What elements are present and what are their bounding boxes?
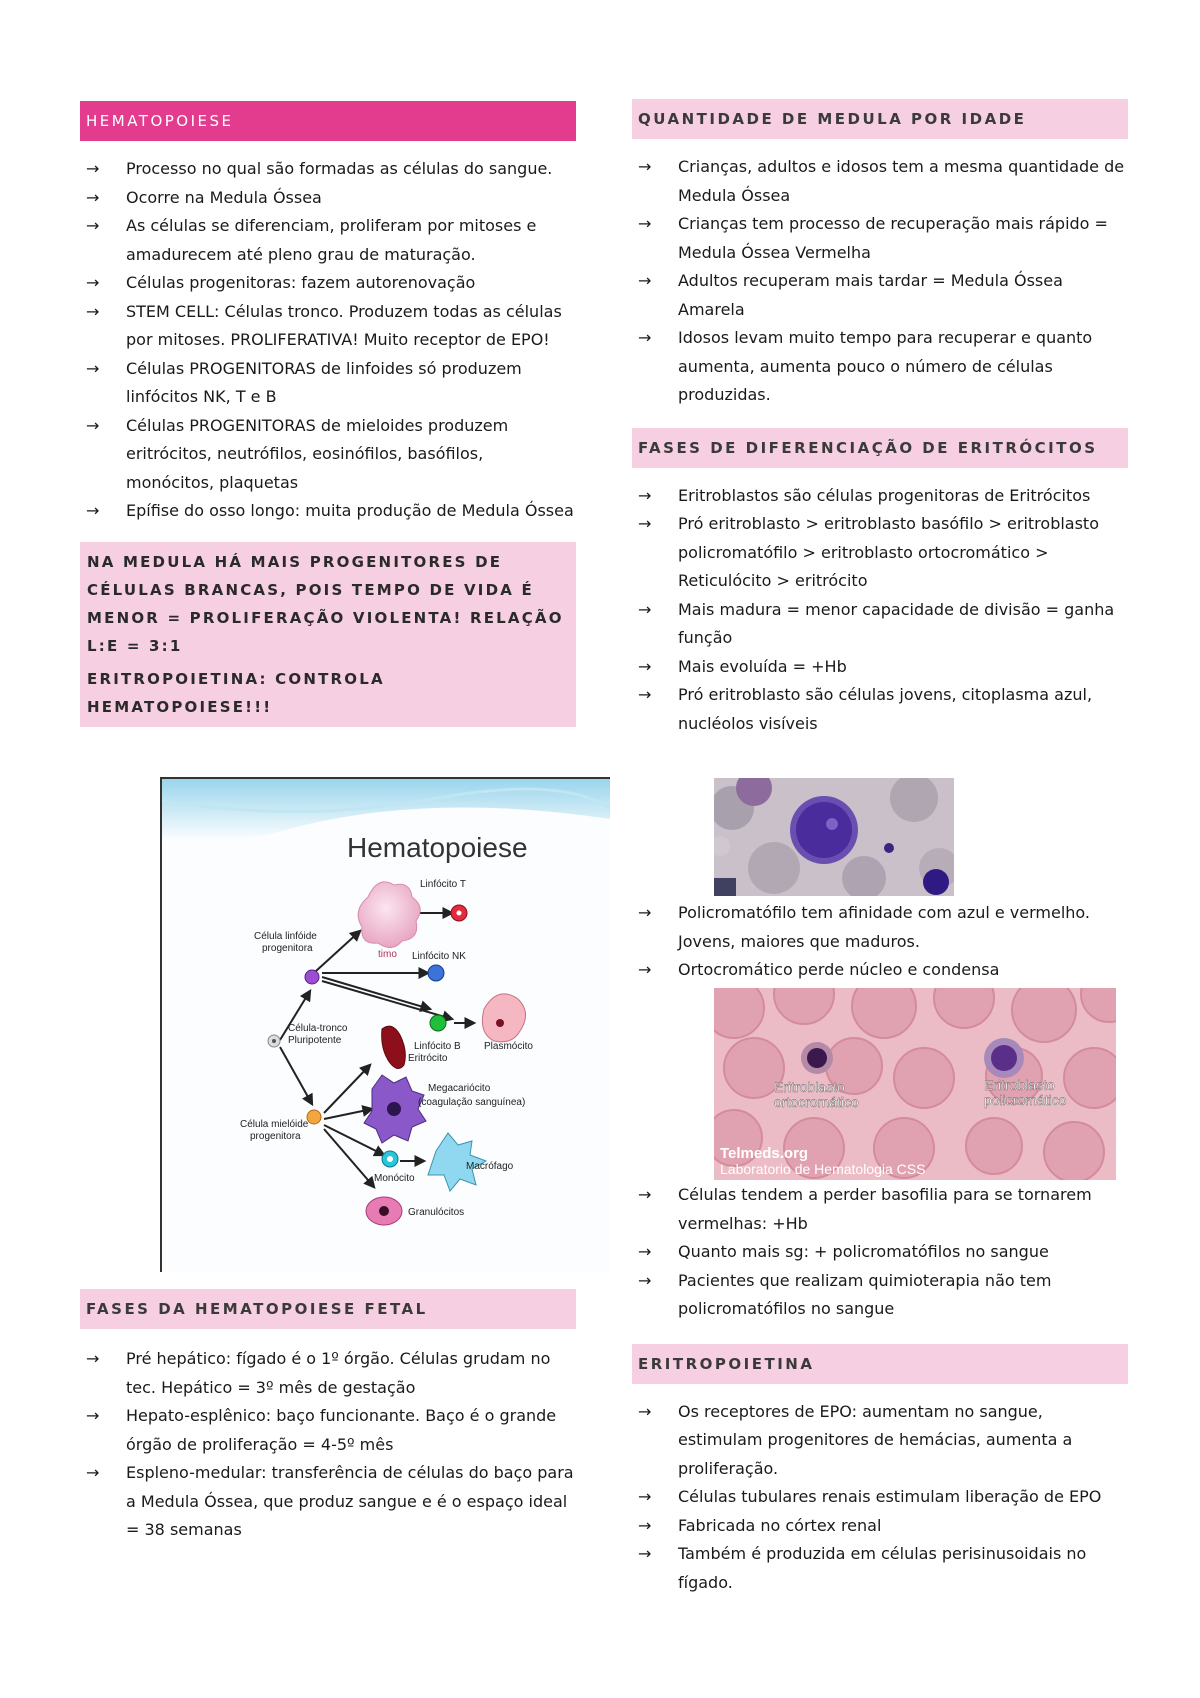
proerythroblast-photo [714,778,954,896]
label-timo: timo [378,949,397,960]
callout-box [80,542,576,727]
section-header-eritropoietina: ERITROPOIETINA [632,1344,1128,1384]
list-item: → Pró eritroblasto são células jovens, citoplasma azul, nucléolos visíveis [632,681,1128,738]
arrow-right-icon: → [638,328,652,347]
b-cell-icon [430,1015,446,1031]
list-item: → Quanto mais sg: + policromatófilos no sangue [632,1238,1128,1267]
photo-label-ortocromatico: Eritroblasto ortocromático [774,1079,859,1110]
fases-eritrocitos-list-3 [632,1181,1128,1324]
section-header-hematopoiese: HEMATOPOIESE [80,101,576,141]
arrow-right-icon: → [638,960,652,979]
arrow-right-icon: → [638,271,652,290]
list-item: → Os receptores de EPO: aumentam no sangue, estimulam progenitores de hemácias, aumenta a proliferação. [632,1398,1128,1484]
section-header-quantidade-medula: QUANTIDADE DE MEDULA POR IDADE [632,99,1128,139]
arrow-right-icon: → [86,159,100,178]
label-plasmocito: Plasmócito [484,1041,533,1052]
list-item: → Células progenitoras: fazem autorenovação [80,269,576,298]
list-item: → Adultos recuperam mais tardar = Medula Óssea Amarela [632,267,1128,324]
list-item: → Fabricada no córtex renal [632,1512,1128,1541]
list-item: → Células tendem a perder basofilia para se tornarem vermelhas: +Hb [632,1181,1128,1238]
eritropoietina-list [632,1398,1128,1598]
list-item: → Células tubulares renais estimulam liberação de EPO [632,1483,1128,1512]
erythrocyte-icon [382,1026,406,1068]
left-column [80,101,576,727]
figure-title: Hematopoiese [347,832,528,863]
arrow-right-icon: → [638,1487,652,1506]
arrow-right-icon: → [638,1544,652,1563]
arrow-right-icon: → [638,656,652,676]
right-column-mid [632,899,1128,985]
arrow-right-icon: → [638,599,652,619]
arrow-right-icon: → [638,1185,652,1204]
list-item: → Pré hepático: fígado é o 1º órgão. Células grudam no tec. Hepático = 3º mês de gestação [80,1345,576,1402]
list-item: → Mais madura = menor capacidade de divisão = ganha função [632,596,1128,653]
arrow-right-icon: → [638,1515,652,1535]
label-granulocitos: Granulócitos [408,1207,465,1218]
label-celula-linfoide: Célula linfóide progenitora [254,931,317,954]
label-macrofago: Macrófago [466,1161,514,1172]
photo-lab-label: Laboratorio de Hematologia CSS [720,1161,926,1177]
list-item: → Pró eritroblasto > eritroblasto basófilo > eritroblasto policromatófilo > eritroblasto ortocromático > Reticulócito > eritrócito [632,510,1128,596]
photo-site-label: Telmeds.org [720,1145,809,1162]
list-item: → Mais evoluída = +Hb [632,653,1128,682]
arrow-right-icon: → [86,358,100,378]
list-item: → Eritroblastos são células progenitoras de Eritrócitos [632,482,1128,511]
list-item: → Epífise do osso longo: muita produção de Medula Óssea [80,497,576,526]
arrow-right-icon: → [638,157,652,176]
left-column-lower [80,1289,576,1545]
section-header-fases-eritrocitos: FASES DE DIFERENCIAÇÃO DE ERITRÓCITOS [632,428,1128,468]
fases-eritrocitos-list-2 [632,899,1128,985]
arrow-right-icon: → [86,1349,100,1368]
arrow-right-icon: → [86,273,100,292]
label-celula-tronco: Célula-tronco Pluripotente [288,1023,348,1046]
plasmocyte-icon [482,994,525,1042]
arrow-right-icon: → [86,415,100,435]
callout-text: NA MEDULA HÁ MAIS PROGENITORES DE CÉLULAS BRANCAS, POIS TEMPO DE VIDA É MENOR = PROLIFERAÇÃO VIOLENTA! RELAÇÃO L:E = 3:1 [87,552,564,655]
list-item: → Hepato-esplênico: baço funcionante. Baço é o grande órgão de proliferação = 4-5º mês [80,1402,576,1459]
arrow-right-icon: → [638,214,652,233]
arrow-right-icon: → [86,1463,100,1482]
arrow-right-icon: → [638,485,652,505]
label-eritrocito: Eritrócito [408,1053,448,1064]
right-column [632,99,1128,738]
arrow-right-icon: → [638,1401,652,1421]
section-header-fases-fetal: FASES DA HEMATOPOIESE FETAL [80,1289,576,1329]
fases-eritrocitos-list [632,482,1128,739]
hematopoiese-diagram [160,777,610,1272]
erythroblast-photo [714,988,1116,1180]
callout-text-epo: ERITROPOIETINA: CONTROLA HEMATOPOIESE!!! [87,669,385,716]
fases-fetal-list [80,1345,576,1545]
list-item: → Idosos levam muito tempo para recuperar e quanto aumenta, aumenta pouco o número de células produzidas. [632,324,1128,410]
label-linfocito-b: Linfócito B [414,1041,461,1052]
list-item: → Células PROGENITORAS de linfoides só produzem linfócitos NK, T e B [80,355,576,412]
list-item: → Espleno-medular: transferência de células do baço para a Medula Óssea, que produz sangue e é o espaço ideal = 38 semanas [80,1459,576,1545]
list-item: → Células PROGENITORAS de mieloides produzem eritrócitos, neutrófilos, eosinófilos, basófilos, monócitos, plaquetas [80,412,576,498]
hematopoiese-diagram-svg [162,779,610,1272]
thymus-icon [358,882,420,948]
label-monocito: Monócito [374,1173,415,1184]
arrow-right-icon: → [86,187,100,207]
list-item: → As células se diferenciam, proliferam por mitoses e amadurecem até pleno grau de maturação. [80,212,576,269]
list-item: → Ocorre na Medula Óssea [80,184,576,213]
list-item: → Processo no qual são formadas as células do sangue. [80,155,576,184]
myeloid-progenitor-icon [307,1110,321,1124]
photo-label-policromatico: Eritroblasto policromático [984,1077,1067,1108]
arrow-right-icon: → [86,1406,100,1425]
list-item: → Crianças tem processo de recuperação mais rápido = Medula Óssea Vermelha [632,210,1128,267]
list-item: → Crianças, adultos e idosos tem a mesma quantidade de Medula Óssea [632,153,1128,210]
nk-cell-icon [428,965,444,981]
arrow-right-icon: → [638,514,652,533]
right-column-lower [632,1181,1128,1597]
arrow-right-icon: → [638,1270,652,1290]
arrow-right-icon: → [638,903,652,922]
quantidade-medula-list [632,153,1128,410]
label-coagulacao: (coagulação sanguínea) [418,1097,526,1108]
arrow-right-icon: → [86,216,100,235]
list-item: → Também é produzida em células perisinusoidais no fígado. [632,1540,1128,1597]
label-megacariocito: Megacariócito [428,1083,491,1094]
arrow-right-icon: → [86,301,100,321]
list-item: → STEM CELL: Células tronco. Produzem todas as células por mitoses. PROLIFERATIVA! Muito receptor de EPO! [80,298,576,355]
label-linfocito-t: Linfócito T [420,879,466,890]
hematopoiese-list [80,155,576,526]
arrow-right-icon: → [86,501,100,520]
lymphoid-progenitor-icon [305,970,319,984]
arrow-right-icon: → [638,1242,652,1261]
list-item: → Ortocromático perde núcleo e condensa [632,956,1128,985]
list-item: → Policromatófilo tem afinidade com azul e vermelho. Jovens, maiores que maduros. [632,899,1128,956]
list-item: → Pacientes que realizam quimioterapia não tem policromatófilos no sangue [632,1267,1128,1324]
label-linfocito-nk: Linfócito NK [412,951,466,962]
label-celula-mieloide: Célula mielóide progenitora [240,1119,309,1142]
arrow-right-icon: → [638,685,652,704]
